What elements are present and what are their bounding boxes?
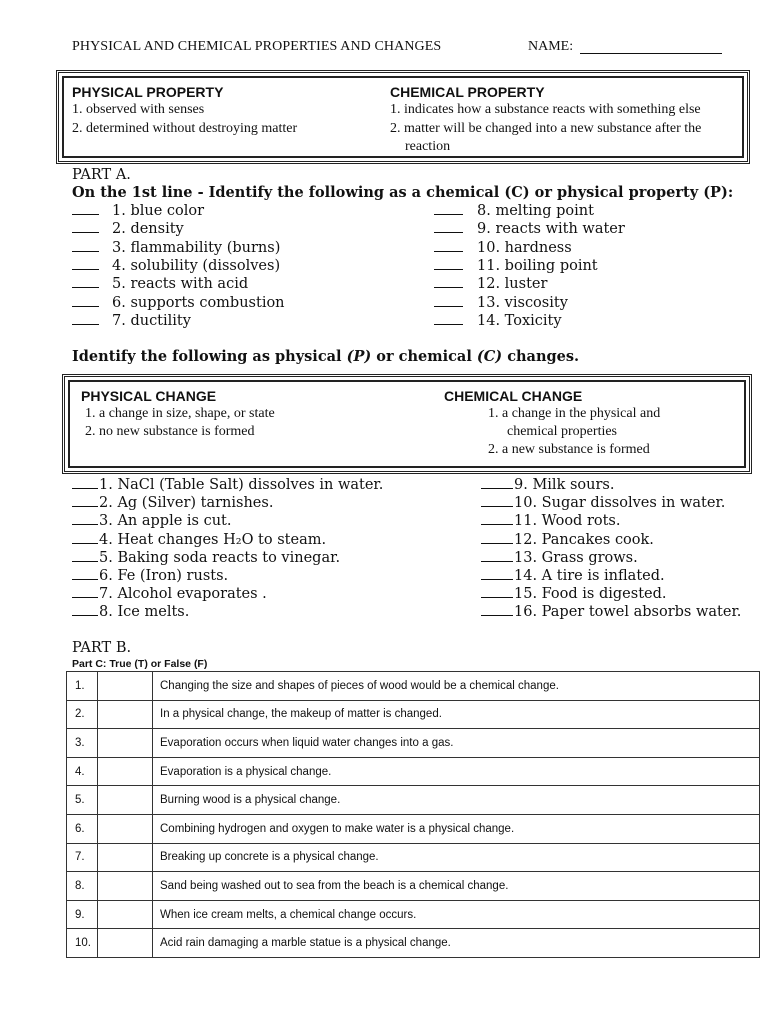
property-item [434,276,547,292]
change-item-text: 14. A tire is inflated. [514,568,665,584]
property-item [72,221,184,237]
part-a-label: PART A. [72,167,131,183]
answer-blank[interactable] [481,513,513,525]
change-item [72,513,231,529]
answer-blank[interactable] [72,532,98,544]
row-number: 4. [67,757,98,786]
change-item-text: 10. Sugar dissolves in water. [514,495,726,512]
change-item [72,550,340,566]
table-row [67,872,760,901]
row-number: 8. [67,872,98,901]
change-item [72,604,189,620]
change-item-text: 8. Ice melts. [99,604,190,621]
answer-blank[interactable] [72,604,98,616]
answer-blank[interactable] [434,295,463,307]
true-false-table [66,671,760,958]
statement-cell: Breaking up concrete is a physical change. [153,843,760,872]
answer-blank[interactable] [481,550,513,562]
answer-blank[interactable] [434,258,463,270]
row-number: 6. [67,814,98,843]
change-item-text: 9. Milk sours. [514,477,615,493]
answer-blank[interactable] [72,586,98,598]
chemical-property-point-2-cont: reaction [405,139,451,154]
change-item-text: 1. NaCl (Table Salt) dissolves in water. [99,477,384,493]
change-item-text: 15. Food is digested. [514,586,667,603]
physical-change-point-1: 1. a change in size, shape, or state [85,406,275,421]
changes-instruction [72,348,579,365]
answer-blank[interactable] [434,313,463,325]
table-row [67,929,760,958]
answer-blank[interactable] [72,240,99,252]
property-item [434,258,598,274]
property-item [434,240,572,256]
property-item-text: 4. solubility (dissolves) [112,257,281,274]
table-row [67,757,760,786]
answer-blank[interactable] [72,203,99,215]
answer-cell[interactable] [98,700,153,729]
table-row [67,700,760,729]
change-item [481,495,725,511]
change-item [72,477,383,493]
statement-cell: In a physical change, the makeup of matter is changed. [153,700,760,729]
chemical-change-point-1-cont: chemical properties [507,424,618,439]
property-item-text: 14. Toxicity [477,312,562,329]
changes-instruction-mid: or chemical [371,348,477,365]
answer-cell[interactable] [98,729,153,758]
part-a-instruction: On the 1st line - Identify the following as a chemical (C) or physical property (P): [72,184,734,201]
change-item-text: 5. Baking soda reacts to vinegar. [99,549,341,566]
property-item-text: 1. blue color [112,203,205,219]
change-item [72,495,273,511]
statement-cell: Burning wood is a physical change. [153,786,760,815]
property-item [72,295,285,311]
answer-blank[interactable] [481,495,513,507]
change-item [481,586,667,602]
answer-cell[interactable] [98,757,153,786]
chemical-change-heading: CHEMICAL CHANGE [444,388,583,404]
table-row [67,786,760,815]
chemical-change-point-1: 1. a change in the physical and [488,406,661,421]
table-row [67,900,760,929]
chemical-property-point-1: 1. indicates how a substance reacts with something else [390,102,701,117]
answer-cell[interactable] [98,786,153,815]
physical-change-point-2: 2. no new substance is formed [85,424,255,439]
row-number: 2. [67,700,98,729]
row-number: 3. [67,729,98,758]
physical-change-heading: PHYSICAL CHANGE [81,388,217,404]
property-item-text: 13. viscosity [477,294,568,311]
property-item-text: 9. reacts with water [477,221,625,238]
property-item [434,295,568,311]
answer-blank[interactable] [72,477,98,489]
change-item-text: 4. Heat changes H₂O to steam. [99,531,327,548]
property-item [72,203,204,219]
changes-instruction-prefix: Identify the following as physical [72,348,347,365]
change-item-text: 13. Grass grows. [514,549,638,566]
row-number: 9. [67,900,98,929]
answer-blank[interactable] [481,532,513,544]
property-item [434,203,594,219]
answer-blank[interactable] [72,221,99,233]
statement-cell: Evaporation is a physical change. [153,757,760,786]
answer-blank[interactable] [434,276,463,288]
table-row [67,814,760,843]
property-item-text: 12. luster [477,276,548,293]
statement-cell: Changing the size and shapes of pieces of wood would be a chemical change. [153,672,760,701]
statement-cell: Acid rain damaging a marble statue is a physical change. [153,929,760,958]
property-item-text: 8. melting point [477,203,594,219]
changes-instruction-suffix: changes. [502,348,580,365]
answer-blank[interactable] [72,313,99,325]
table-row [67,843,760,872]
answer-cell[interactable] [98,843,153,872]
answer-blank[interactable] [72,568,98,580]
answer-blank[interactable] [72,550,98,562]
change-item [481,513,620,529]
property-item [72,276,248,292]
answer-blank[interactable] [481,568,513,580]
property-item [72,258,280,274]
statement-cell: Evaporation occurs when liquid water changes into a gas. [153,729,760,758]
table-row [67,729,760,758]
changes-instruction-p: (P) [346,348,372,365]
change-item-text: 7. Alcohol evaporates . [99,586,267,603]
answer-blank[interactable] [481,586,513,598]
answer-blank[interactable] [72,276,99,288]
change-item [481,568,665,584]
change-item [481,550,638,566]
property-item-text: 6. supports combustion [112,294,285,311]
statement-cell: When ice cream melts, a chemical change occurs. [153,900,760,929]
answer-cell[interactable] [98,900,153,929]
change-item-text: 12. Pancakes cook. [514,531,654,548]
row-number: 10. [67,929,98,958]
property-item-text: 10. hardness [477,239,572,256]
physical-property-point-2: 2. determined without destroying matter [72,121,298,136]
true-false-subheading: Part C: True (T) or False (F) [72,658,208,670]
row-number: 5. [67,786,98,815]
change-item-text: 3. An apple is cut. [99,513,232,530]
property-item [434,313,562,329]
answer-blank[interactable] [481,604,513,616]
chemical-change-point-2: 2. a new substance is formed [488,442,650,457]
table-row [67,672,760,701]
change-item [72,532,326,548]
property-item-text: 3. flammability (burns) [112,239,281,256]
chemical-property-point-2: 2. matter will be changed into a new substance after the [390,121,702,136]
physical-property-heading: PHYSICAL PROPERTY [72,84,224,100]
change-item [72,586,267,602]
name-label: NAME: [528,39,574,54]
answer-blank[interactable] [72,258,99,270]
answer-blank[interactable] [481,477,513,489]
changes-definition-box [62,374,752,474]
answer-cell[interactable] [98,672,153,701]
answer-blank[interactable] [72,513,98,525]
property-item-text: 11. boiling point [477,257,598,274]
answer-cell[interactable] [98,872,153,901]
chemical-property-heading: CHEMICAL PROPERTY [390,84,545,100]
change-item-text: 6. Fe (Iron) rusts. [99,568,229,584]
property-item [434,221,625,237]
statement-cell: Sand being washed out to sea from the beach is a chemical change. [153,872,760,901]
row-number: 1. [67,672,98,701]
change-item-text: 11. Wood rots. [514,513,621,530]
answer-blank[interactable] [434,221,463,233]
answer-blank[interactable] [72,295,99,307]
property-item-text: 7. ductility [112,312,191,329]
change-item-text: 16. Paper towel absorbs water. [514,604,742,621]
change-item-text: 2. Ag (Silver) tarnishes. [99,495,274,512]
answer-cell[interactable] [98,814,153,843]
change-item [481,477,614,493]
answer-cell[interactable] [98,929,153,958]
change-item [481,604,741,620]
row-number: 7. [67,843,98,872]
answer-blank[interactable] [434,203,463,215]
physical-property-point-1: 1. observed with senses [72,102,205,117]
property-item-text: 5. reacts with acid [112,276,249,293]
change-item [481,532,654,548]
changes-instruction-c: (C) [476,348,503,365]
property-item [72,313,191,329]
name-blank-line[interactable] [580,53,722,54]
properties-definition-box [56,70,750,164]
worksheet-title: PHYSICAL AND CHEMICAL PROPERTIES AND CHANGES [72,39,442,54]
statement-cell: Combining hydrogen and oxygen to make water is a physical change. [153,814,760,843]
property-item [72,240,280,256]
answer-blank[interactable] [434,240,463,252]
property-item-text: 2. density [112,221,184,238]
answer-blank[interactable] [72,495,98,507]
part-b-label: PART B. [72,640,132,656]
change-item [72,568,228,584]
